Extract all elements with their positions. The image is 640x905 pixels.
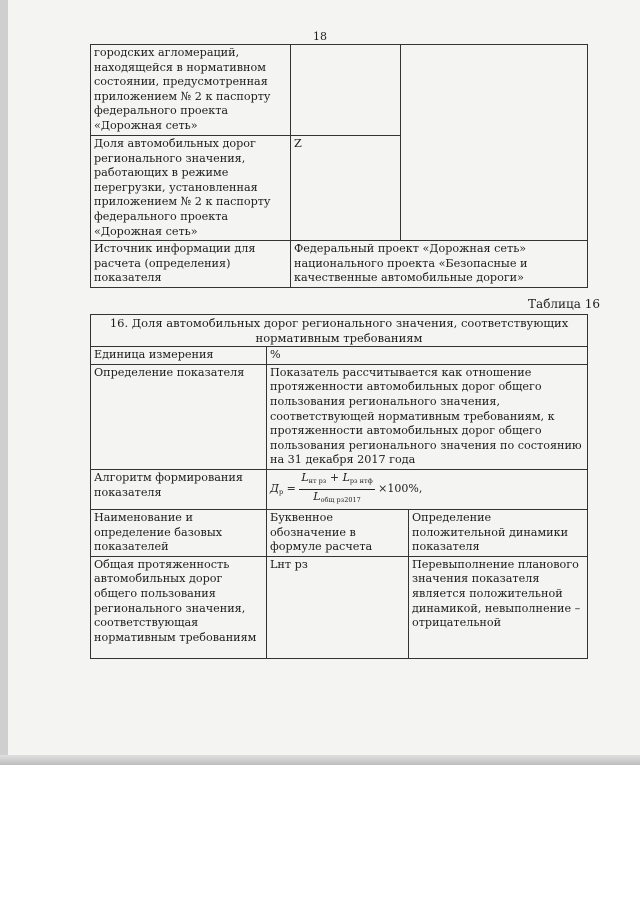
table-cell: Z: [291, 136, 401, 241]
table-cell: Доля автомобильных дорог регионального значения, работающих в режиме перегрузки, установленная приложением № 2 к паспорту федерального проекта «Дорожная сеть»: [91, 136, 291, 241]
unit-label: Единица измерения: [91, 347, 267, 365]
formula-fraction: $\frac{L_{нт рз} + L_{рз нтф}}{L_{общ рз2017}}$: [301, 471, 373, 504]
scan-edge-bottom: [0, 755, 640, 765]
formula: $Д_р$ = $\frac{L_{нт рз} + L_{рз нтф}}{L_{общ рз2017}}$ ×100%,: [267, 469, 588, 509]
scan-edge-left: [0, 0, 8, 765]
page-number: 18: [313, 30, 327, 43]
definition-value: Показатель рассчитывается как отношение протяженности автомобильных дорог общего пользования регионального значения, соответствующей нормативным требованиям, к протяженности автомобильных дорог общего пользования регионального значения по состоянию на 31 декабря 2017 года: [267, 364, 588, 469]
table-columns-row: [91, 509, 588, 556]
table-row: [91, 556, 588, 658]
column-header: Определение положительной динамики показателя: [409, 509, 588, 556]
table-header-row: [91, 315, 588, 347]
table-row: [91, 469, 588, 509]
table-cell: городских агломераций, находящейся в нормативном состоянии, предусмотренная приложением № 2 к паспорту федерального проекта «Дорожная сеть»: [91, 45, 291, 136]
algorithm-label: Алгоритм формирования показателя: [91, 469, 267, 509]
indicator-table-16: [90, 314, 588, 659]
table-cell: Источник информации для расчета (определения) показателя: [91, 241, 291, 288]
table-row: [91, 347, 588, 365]
formula-lhs: $Д_р$: [270, 482, 284, 497]
definition-label: Определение показателя: [91, 364, 267, 469]
unit-value: %: [267, 347, 588, 365]
table-cell: Lнт рз: [267, 556, 409, 658]
column-header: Буквенное обозначение в формуле расчета: [267, 509, 409, 556]
table-header: 16. Доля автомобильных дорог регионального значения, соответствующих нормативным требованиям: [91, 315, 588, 347]
indicator-table-continued: [90, 44, 588, 288]
table-cell: Перевыполнение планового значения показателя является положительной динамикой, невыполнение – отрицательной: [409, 556, 588, 658]
table-caption: Таблица 16: [528, 297, 600, 311]
table-row: [91, 45, 588, 136]
table-cell: Общая протяженность автомобильных дорог общего пользования регионального значения, соответствующая нормативным требованиям: [91, 556, 267, 658]
table-row: [91, 364, 588, 469]
column-header: Наименование и определение базовых показателей: [91, 509, 267, 556]
table-row: [91, 241, 588, 288]
table-cell-empty: [401, 45, 588, 241]
table-cell: [291, 45, 401, 136]
table-cell: Федеральный проект «Дорожная сеть» национального проекта «Безопасные и качественные автомобильные дороги»: [291, 241, 588, 288]
